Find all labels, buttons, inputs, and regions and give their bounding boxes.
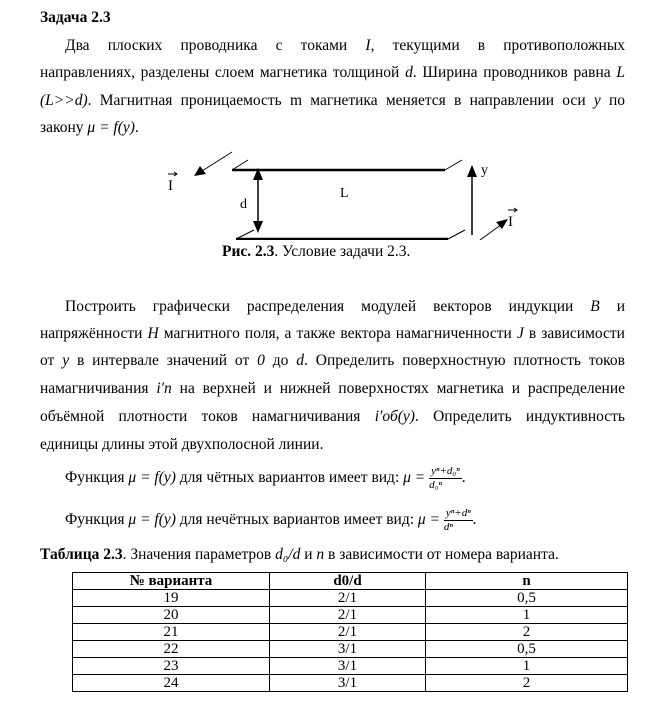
p1-line: закону μ = f(y).	[40, 119, 139, 136]
p1-line: направлениях, разделены слоем магнетика толщиной d. Ширина проводников равна L	[40, 64, 625, 81]
table-row	[73, 590, 628, 607]
p2-line: единицы длины этой двухполосной линии.	[40, 436, 324, 453]
cell: 2	[426, 675, 628, 692]
cell: 3/1	[270, 658, 426, 675]
header-n: n	[426, 573, 628, 590]
cell: 3/1	[270, 675, 426, 692]
thickness-label: d	[240, 197, 247, 212]
p2-line: напряжённости H магнитного поля, а также вектора намагниченности J в зависимости	[40, 325, 625, 342]
p2-line: от y в интервале значений от 0 до d. Определить поверхностную плотность токов	[40, 352, 625, 369]
cell: 3/1	[270, 641, 426, 658]
cell: 20	[73, 607, 270, 624]
task-title: Задача 2.3	[40, 9, 111, 26]
axis-y-label: y	[481, 163, 488, 178]
header-d0-d: d0/d	[270, 573, 426, 590]
function-even: Функция μ = f(y) для чётных вариантов имеет вид: μ = $\frac{\text{yⁿ+d₀ⁿ}}{\text{d₀ⁿ}}$ .	[65, 464, 466, 491]
figure-caption: Рис. 2.3. Условие задачи 2.3.	[222, 243, 411, 260]
p2-line: объёмной плотности токов намагничивания i′об(y). Определить индуктивность	[40, 408, 625, 425]
table-row	[73, 675, 628, 692]
table-header-row	[73, 573, 628, 590]
current-label-left: I	[168, 178, 173, 194]
cell: 1	[426, 607, 628, 624]
current-label-right: I	[508, 214, 513, 230]
fraction: $\frac{\text{yⁿ+dⁿ}}{\text{dⁿ}}$	[443, 506, 471, 533]
p2-line: Построить графически распределения модулей векторов индукции B и	[65, 298, 626, 315]
cell: 1	[426, 658, 628, 675]
p1-line: Два плоских проводника с токами I, текущими в противоположных	[65, 37, 625, 54]
table-row	[73, 641, 628, 658]
cell: 24	[73, 675, 270, 692]
table-caption: Таблица 2.3. Значения параметров d₀/d и n в зависимости от номера варианта.	[40, 546, 559, 563]
cell: 19	[73, 590, 270, 607]
table-row	[73, 658, 628, 675]
cell: 2/1	[270, 607, 426, 624]
variants-table	[72, 572, 628, 692]
table-row	[73, 607, 628, 624]
header-variant: № варианта	[73, 573, 270, 590]
cell: 22	[73, 641, 270, 658]
p1-line: (L>>d). Магнитная проницаемость m магнетика меняется в направлении оси y по	[40, 92, 626, 109]
fraction: $\frac{\text{yⁿ+d₀ⁿ}}{\text{d₀ⁿ}}$	[429, 464, 460, 491]
cell: 0,5	[426, 590, 628, 607]
cell: 21	[73, 624, 270, 641]
figure-conductors	[150, 140, 530, 240]
function-odd: Функция μ = f(y) для нечётных вариантов имеет вид: μ = $\frac{\text{yⁿ+dⁿ}}{\text{dⁿ}}$ .	[65, 506, 477, 533]
p2-line: намагничивания i′п на верхней и нижней поверхностях магнетика и распределение	[40, 380, 625, 397]
cell: 2/1	[270, 624, 426, 641]
cell: 0,5	[426, 641, 628, 658]
width-label: L	[340, 186, 349, 201]
cell: 2/1	[270, 590, 426, 607]
cell: 2	[426, 624, 628, 641]
cell: 23	[73, 658, 270, 675]
table-row	[73, 624, 628, 641]
